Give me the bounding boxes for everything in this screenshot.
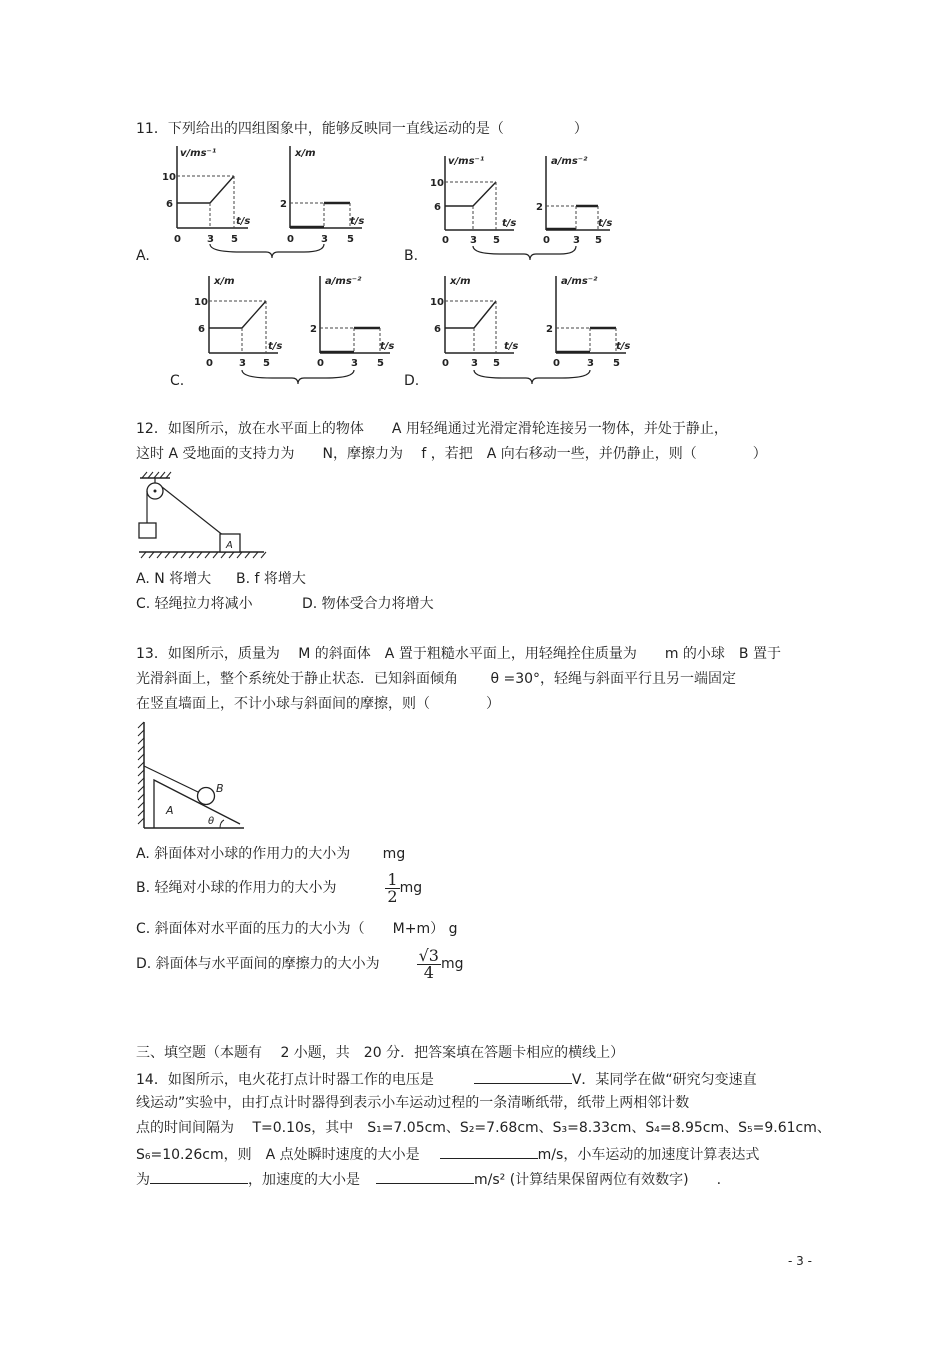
q12-line-2: 这时 A 受地面的支持力为 N，摩擦力为 f ，若把 A 向右移动一些，并仍静止，则（ ） — [136, 446, 767, 462]
q14-line-5-prefix: 为 — [136, 1172, 150, 1188]
svg-text:t/s: t/s — [502, 218, 517, 229]
svg-text:6: 6 — [434, 202, 441, 213]
svg-text:6: 6 — [434, 324, 441, 335]
svg-text:5: 5 — [263, 358, 270, 369]
svg-text:t/s: t/s — [616, 341, 631, 352]
q13-option-c: C. 斜面体对水平面的压力的大小为（ M+m） g — [136, 921, 458, 937]
svg-text:t/s: t/s — [350, 216, 365, 227]
q12-option-b: B. f 将增大 — [236, 571, 306, 587]
svg-text:0: 0 — [174, 234, 181, 245]
svg-text:5: 5 — [377, 358, 384, 369]
q12-option-c: C. 轻绳拉力将减小 — [136, 596, 253, 612]
q14-voltage-blank[interactable] — [474, 1069, 572, 1084]
q13-option-a: A. 斜面体对小球的作用力的大小为 mg — [136, 846, 406, 862]
q12-fig-label-a: A — [226, 540, 233, 551]
q14-acceleration-blank[interactable] — [376, 1169, 474, 1184]
q11-graph-group-a — [160, 138, 380, 258]
svg-text:t/s: t/s — [268, 341, 283, 352]
q13-option-d-text: D. 斜面体与水平面间的摩擦力的大小为 — [136, 956, 380, 972]
svg-text:2: 2 — [310, 324, 317, 335]
svg-text:x/m: x/m — [295, 148, 316, 159]
svg-text:0: 0 — [442, 235, 449, 246]
svg-text:v/ms⁻¹: v/ms⁻¹ — [180, 148, 217, 159]
svg-text:a/ms⁻²: a/ms⁻² — [561, 276, 598, 287]
q12-pulley-figure — [136, 470, 268, 562]
q14-line-3: 点的时间间隔为 T=0.10s，其中 S₁=7.05cm、S₂=7.68cm、S₃=8.33cm、S₄=8.95cm、S₅=9.61cm、 — [136, 1120, 831, 1136]
svg-text:a/ms⁻²: a/ms⁻² — [551, 156, 588, 167]
q14-line-4-suffix: m/s，小车运动的加速度计算表达式 — [537, 1147, 760, 1163]
svg-text:3: 3 — [207, 234, 214, 245]
svg-text:6: 6 — [198, 324, 205, 335]
section-3-heading: 三、填空题（本题有 2 小题，共 20 分．把答案填在答题卡相应的横线上） — [136, 1045, 625, 1061]
svg-text:t/s: t/s — [504, 341, 519, 352]
q14-expression-blank[interactable] — [150, 1169, 248, 1184]
q13-option-b-text: B. 轻绳对小球的作用力的大小为 — [136, 880, 337, 896]
svg-text:5: 5 — [231, 234, 238, 245]
svg-text:0: 0 — [287, 234, 294, 245]
q14-line-5-suffix: m/s² (计算结果保留两位有效数字) . — [474, 1172, 722, 1188]
svg-text:3: 3 — [239, 358, 246, 369]
q13-incline-figure — [136, 720, 248, 832]
q12-option-d: D. 物体受合力将增大 — [302, 596, 434, 612]
svg-text:3: 3 — [321, 234, 328, 245]
svg-text:3: 3 — [573, 235, 580, 246]
q13-line-3: 在竖直墙面上，不计小球与斜面间的摩擦，则（ ） — [136, 696, 500, 712]
q14-line-2: 线运动”实验中，由打点计时器得到表示小车运动过程的一条清晰纸带，纸带上两相邻计数 — [136, 1095, 690, 1111]
q13-fig-label-a: A — [166, 804, 174, 817]
svg-text:0: 0 — [442, 358, 449, 369]
svg-text:5: 5 — [493, 358, 500, 369]
q13-line-2: 光滑斜面上，整个系统处于静止状态．已知斜面倾角 θ =30°，轻绳与斜面平行且另一端固定 — [136, 671, 737, 687]
svg-text:5: 5 — [595, 235, 602, 246]
q11-option-d: D. — [404, 373, 420, 389]
q14-line-1-suffix: V．某同学在做“研究匀变速直 — [571, 1072, 757, 1088]
svg-text:3: 3 — [351, 358, 358, 369]
q13-fig-label-theta: θ — [208, 816, 215, 827]
svg-text:5: 5 — [613, 358, 620, 369]
q11-graph-group-b — [428, 148, 618, 260]
page-number: - 3 - — [788, 1254, 812, 1268]
svg-text:10: 10 — [430, 178, 444, 189]
svg-text:5: 5 — [347, 234, 354, 245]
svg-text:a/ms⁻²: a/ms⁻² — [325, 276, 362, 287]
q13-option-b — [136, 870, 422, 906]
q11-option-c: C. — [170, 373, 185, 389]
svg-text:0: 0 — [206, 358, 213, 369]
svg-text:2: 2 — [280, 199, 287, 210]
svg-text:v/ms⁻¹: v/ms⁻¹ — [448, 156, 485, 167]
svg-text:10: 10 — [194, 297, 208, 308]
q13-line-1: 13．如图所示，质量为 M 的斜面体 A 置于粗糙水平面上，用轻绳拴住质量为 m 的小球 B 置于 — [136, 646, 781, 662]
q12-option-a: A. N 将增大 — [136, 571, 212, 587]
q11-option-b: B. — [404, 248, 419, 264]
q14-line-1 — [136, 1069, 757, 1089]
q13-option-d — [136, 944, 464, 984]
q11-graph-group-c — [192, 268, 395, 386]
q14-line-5-middle: ，加速度的大小是 — [248, 1172, 360, 1188]
svg-text:2: 2 — [546, 324, 553, 335]
svg-text:3: 3 — [587, 358, 594, 369]
svg-text:x/m: x/m — [450, 276, 471, 287]
q14-line-1-prefix: 14．如图所示，电火花打点计时器工作的电压是 — [136, 1072, 434, 1088]
svg-text:x/m: x/m — [214, 276, 235, 287]
svg-text:t/s: t/s — [380, 341, 395, 352]
q13-fig-label-b: B — [216, 782, 224, 795]
q14-line-5 — [136, 1169, 721, 1189]
q11-stem: 11．下列给出的四组图象中，能够反映同一直线运动的是（ ） — [136, 121, 588, 137]
svg-text:t/s: t/s — [598, 218, 613, 229]
q12-line-1: 12．如图所示，放在水平面上的物体 A 用轻绳通过光滑定滑轮连接另一物体，并处于静止， — [136, 421, 728, 437]
svg-text:3: 3 — [471, 358, 478, 369]
q13-option-d-unit: mg — [440, 956, 464, 972]
q11-graph-group-d — [428, 268, 631, 386]
q13-option-b-unit: mg — [399, 880, 423, 896]
svg-text:0: 0 — [317, 358, 324, 369]
svg-text:3: 3 — [470, 235, 477, 246]
svg-text:10: 10 — [162, 172, 176, 183]
svg-text:2: 2 — [536, 202, 543, 213]
q13-option-d-fraction: $\frac{√3}{4}$ — [418, 945, 439, 982]
svg-text:10: 10 — [430, 297, 444, 308]
svg-text:5: 5 — [493, 235, 500, 246]
svg-text:t/s: t/s — [236, 216, 251, 227]
svg-text:0: 0 — [553, 358, 560, 369]
q13-option-b-fraction: $\frac{1}{2}$ — [387, 869, 398, 906]
q14-line-4-prefix: S₆=10.26cm，则 A 点处瞬时速度的大小是 — [136, 1147, 420, 1163]
q14-velocity-blank[interactable] — [440, 1144, 538, 1159]
svg-text:6: 6 — [166, 199, 173, 210]
q11-option-a: A. — [136, 248, 150, 264]
q14-line-4 — [136, 1144, 759, 1164]
svg-text:0: 0 — [543, 235, 550, 246]
